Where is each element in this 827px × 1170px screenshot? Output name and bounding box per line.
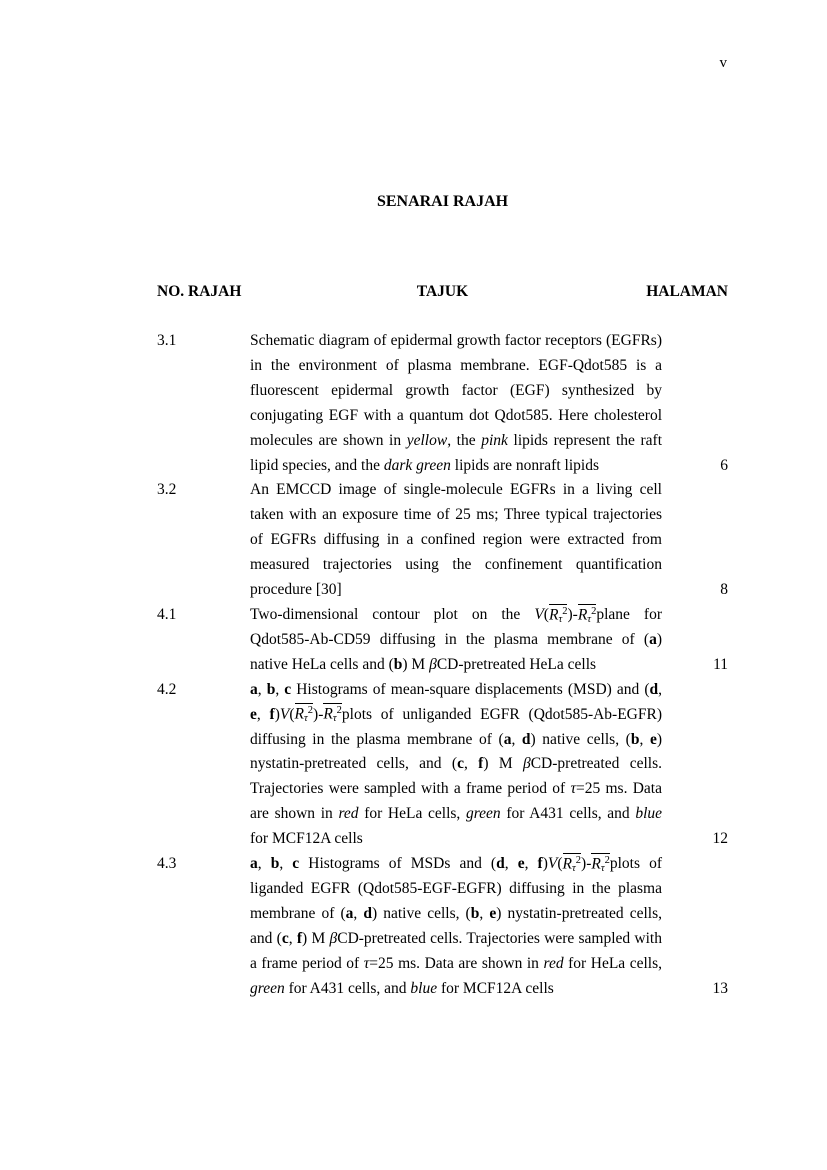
math-overline: $R\tau^2$ [294,705,314,725]
math-overline: $R\tau^2$ [323,705,342,725]
figure-page-number: 12 [712,830,728,848]
figure-entry [157,603,728,678]
figure-entry [157,852,728,1001]
figure-page-number: 13 [712,979,728,997]
math-overline: $R\tau^2$ [548,605,568,625]
figure-entry [157,678,728,852]
figure-number: 3.2 [157,481,177,499]
column-header-page: HALAMAN [646,283,728,300]
column-header-title: TAJUK [416,283,469,300]
figure-page-number: 8 [720,581,728,599]
figure-number: 4.2 [157,680,177,698]
figure-entry [157,329,728,478]
figure-caption: Schematic diagram of epidermal growth factor receptors (EGFRs) in the environment of plasma membrane. EGF-Qdot585 is a fluorescent epidermal growth factor (EGF) synthesized by conjugating EGF with a quantum dot Qdot585. Here cholesterol molecules are shown in yellow, the pink lipids represent the raft lipid species, and the dark green lipids are nonraft lipids [250,332,663,474]
page-number-top-right: v [719,55,727,71]
figure-caption: a, b, c Histograms of MSDs and (d, e, $f)V(R\tau^2)-R\tau^2plots$ of liganded EGFR (Qdot585-EGF-EGFR) diffusing in the plasma membrane of (a, d) native cells, (b, e) nystatin-pretreated cells, and (c, f) M βCD-pretreated cells. Trajectories were sampled with a frame period of τ=25 ms. Data are shown in red for HeLa cells, green for A431 cells, and blue for MCF12A cells [250,854,663,997]
figure-number: 4.3 [157,855,177,873]
figure-caption: An EMCCD image of single-molecule EGFRs in a living cell taken with an exposure time of 25 ms; Three typical trajectories of EGFRs diffusing in a confined region were extracted from measured trajectories using the confinement quantification procedure [30] [250,481,662,599]
math-overline: $R\tau^2$ [562,854,582,874]
figure-list [157,329,728,1001]
column-header-figure-number: NO. RAJAH [157,283,242,300]
figure-caption: a, b, c Histograms of mean-square displacements (MSD) and (d, e, $f)V(R\tau^2)-R\tau^2plots$ of unliganded EGFR (Qdot585-Ab-EGFR) diffusing in the plasma membrane of (a, d) native cells, (b, e) nystatin-pretreated cells, and (c, f) M βCD-pretreated cells. Trajectories were sampled with a frame period of τ=25 ms. Data are shown in red for HeLa cells, green for A431 cells, and blue for MCF12A cells [250,680,662,848]
math-overline: $R\tau^2$ [591,854,610,874]
figure-entry [157,478,728,603]
column-header-row [157,283,728,301]
figure-page-number: 6 [720,456,728,474]
figure-caption: Two-dimensional contour plot on the $V(R\tau^2)-R\tau^2plane$ for Qdot585-Ab-CD59 diffusing in the plasma membrane of (a) native HeLa cells and (b) M βCD-pretreated HeLa cells [250,605,663,673]
math-overline: $R\tau^2$ [577,605,597,625]
figure-number: 4.1 [157,605,177,623]
figure-page-number: 11 [713,655,728,673]
page-title: SENARAI RAJAH [376,193,509,210]
figure-number: 3.1 [157,332,177,349]
